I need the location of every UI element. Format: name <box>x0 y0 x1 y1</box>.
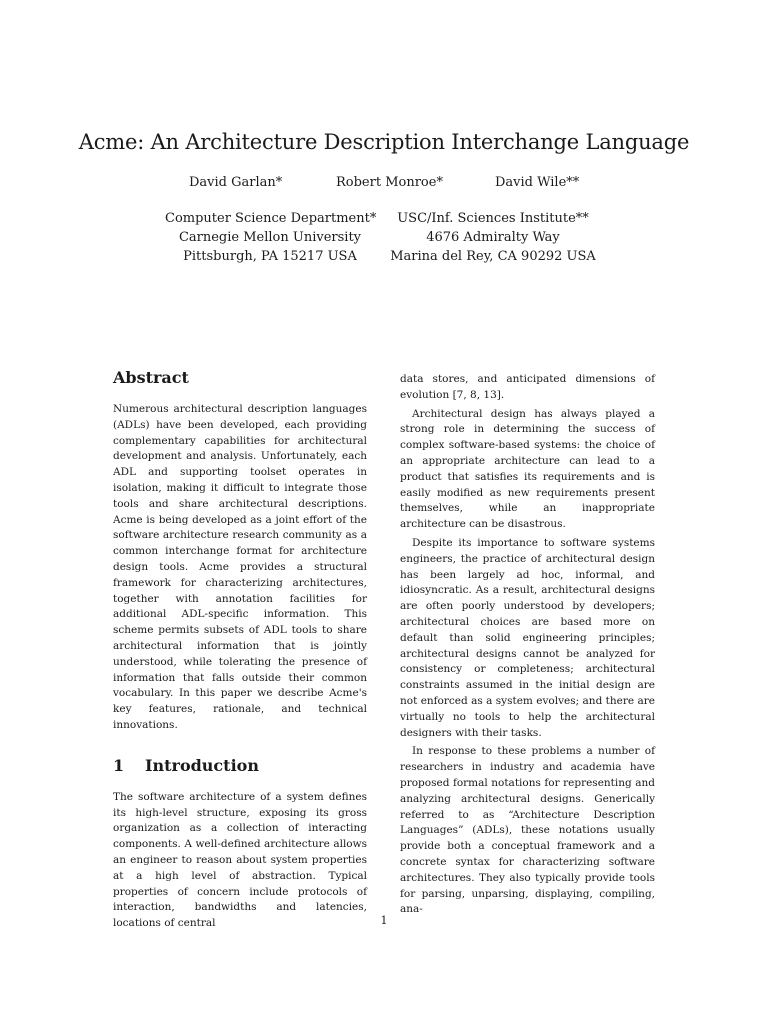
author-list <box>0 175 768 193</box>
affiliation-block <box>383 209 603 266</box>
abstract-heading: Abstract <box>113 368 189 387</box>
page-number: 1 <box>380 914 388 927</box>
introduction-paragraph: The software architecture of a system defines its high-level structure, exposing its gross organization as a collection of interacting components. A well-defined architecture allows an engineer to reason about system properties at a high level of abstraction. Typical properties of concern include protocols of interaction, bandwidths and latencies, locations of central <box>113 790 367 930</box>
section-title: Introduction <box>145 755 259 775</box>
introduction-heading <box>113 756 367 776</box>
affiliation-line: Computer Science Department* <box>165 211 377 226</box>
section-number: 1 <box>113 755 125 775</box>
abstract-text: Numerous architectural description languages (ADLs) have been developed, each providing complementary capabilities for architectural development and analysis. Unfortunately, each ADL and supporting toolset operates in isolation, making it difficult to integrate those tools and share architectural descriptions. Acme is being developed as a joint effort of the software architecture research community as a common interchange format for architecture design tools. Acme provides a structural framework for characterizing architectures, together with annotation facilities for additional ADL-specific information. This scheme permits subsets of ADL tools to share architectural information that is jointly understood, while tolerating the presence of information that falls outside their common vocabulary. In this paper we describe Acme's key features, rationale, and technical innovations. <box>113 403 367 731</box>
author-name: David Wile** <box>495 175 580 190</box>
author-name: Robert Monroe* <box>336 175 443 190</box>
affiliation-line: Pittsburgh, PA 15217 USA <box>183 249 357 264</box>
affiliation-block <box>165 209 375 266</box>
body-paragraph: data stores, and anticipated dimensions of evolution [7, 8, 13]. <box>400 373 655 401</box>
paper-title: Acme: An Architecture Description Interchange Language <box>78 130 690 154</box>
affiliation-line: Carnegie Mellon University <box>178 230 362 245</box>
right-column <box>400 372 655 918</box>
body-paragraph: Architectural design has always played a strong role in determining the success of complex software-based systems: the choice of an appropriate architecture can lead to a product that satisfies its requirements and is easily modified as new requirements present themselves, while an inappropriate architecture can be disastrous. <box>400 407 655 531</box>
affiliation-line: 4676 Admiralty Way <box>426 230 560 245</box>
affiliation-line: USC/Inf. Sciences Institute** <box>397 211 589 226</box>
left-column <box>113 368 367 932</box>
body-paragraph: In response to these problems a number of researchers in industry and academia have proposed formal notations for representing and analyzing architectural designs. Generically referred to as “Architecture Description Languages” (ADLs), these notations usually provide both a conceptual framework and a concrete syntax for characterizing software architectures. They also typically provide tools for parsing, unparsing, displaying, compiling, ana- <box>400 745 655 916</box>
author-name: David Garlan* <box>189 175 283 190</box>
body-paragraph: Despite its importance to software systems engineers, the practice of architectural design has been largely ad hoc, informal, and idiosyncratic. As a result, architectural designs are often poorly understood by developers; architectural choices are based more on default than solid engineering principles; architectural designs cannot be analyzed for consistency or completeness; architectural constraints assumed in the initial design are not enforced as a system evolves; and there are virtually no tools to help the architectural designers with their tasks. <box>400 536 655 739</box>
affiliation-line: Marina del Rey, CA 90292 USA <box>390 249 596 264</box>
